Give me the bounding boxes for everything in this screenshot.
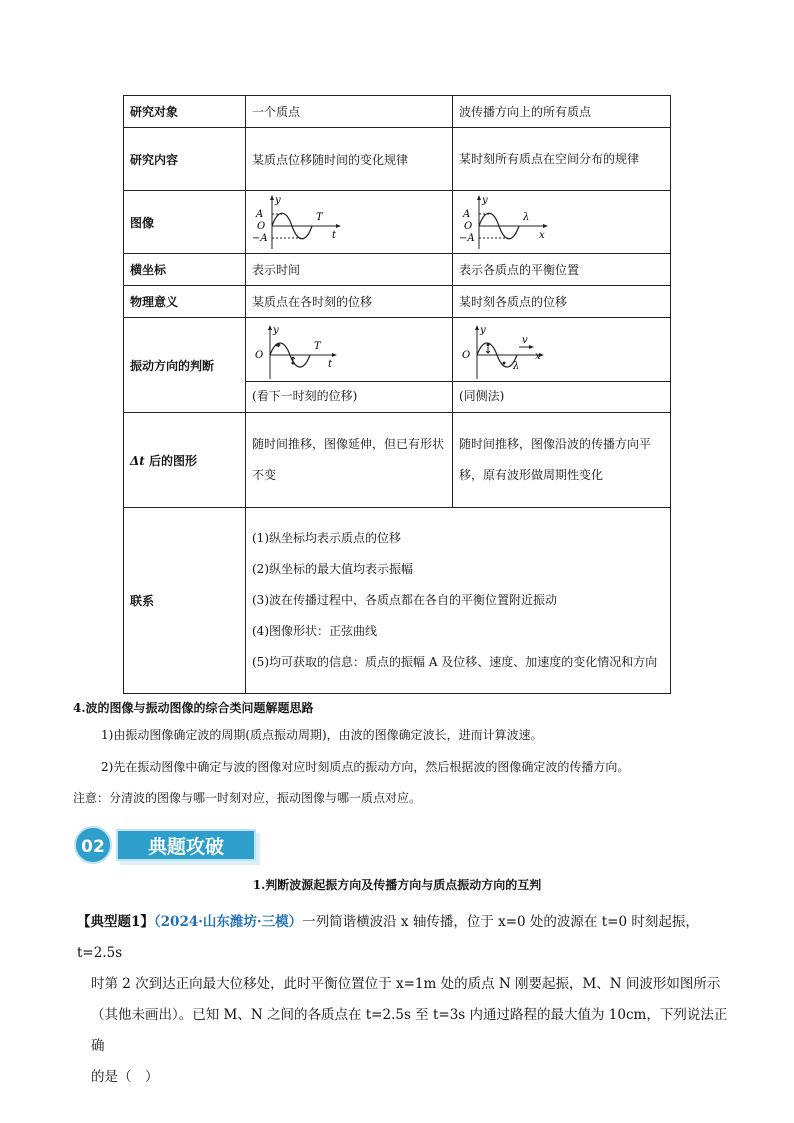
amplitude-label: A: [256, 209, 264, 220]
x-axis-label: x: [535, 350, 541, 362]
vibration-cell: 某质点在各时刻的位移: [246, 286, 453, 318]
t-axis-label: t: [332, 230, 337, 241]
period-label: T: [314, 340, 321, 352]
table-row: [124, 128, 671, 191]
badge-title: 典题攻破: [116, 829, 256, 861]
vibration-direction-caption: (看下一时刻的位移): [246, 381, 452, 408]
list-item: (5)均可获取的信息：质点的振幅 A 及位移、速度、加速度的变化情况和方向: [252, 655, 658, 669]
table-row: [124, 191, 671, 254]
x-axis-label: x: [539, 230, 545, 241]
list-item: (1)纵坐标均表示质点的位移: [252, 531, 401, 545]
vibration-cell: 表示时间: [246, 254, 453, 286]
wave-direction-caption: (同侧法): [453, 381, 670, 408]
row-label: 横坐标: [124, 254, 246, 286]
table-row: [124, 96, 671, 128]
wave-graph: [459, 194, 549, 250]
wave-direction-cell: [453, 318, 671, 413]
row-label: 物理意义: [124, 286, 246, 318]
subheading: 1.判断波源起振方向及传播方向与质点振动方向的互判: [252, 878, 542, 892]
velocity-label: v: [522, 334, 528, 346]
y-axis-label: y: [275, 195, 281, 206]
row-label: 图像: [124, 191, 246, 254]
table-row: [124, 318, 671, 413]
wave-cell: 表示各质点的平衡位置: [453, 254, 671, 286]
problem-line: （其他未画出）。已知 M、N 之间的各质点在 t=2.5s 至 t=3s 内通过路程的最大值为 10cm，下列说法正确: [91, 1007, 728, 1054]
paragraph: 1)由振动图像确定波的周期(质点振动周期)，由波的图像确定波长，进而计算波速。: [101, 728, 543, 742]
table-row: [124, 286, 671, 318]
row-label: 研究对象: [124, 96, 246, 128]
neg-amplitude-label: −A: [252, 233, 268, 244]
badge-number: 02: [74, 826, 112, 864]
row-label: [124, 413, 246, 508]
delta-t-symbol: Δt: [130, 453, 145, 468]
neg-amplitude-label: −A: [459, 233, 475, 244]
list-item: (2)纵坐标的最大值均表示振幅: [252, 562, 413, 576]
row-label: 振动方向的判断: [124, 318, 246, 413]
wave-cell: 波传播方向上的所有质点: [453, 96, 671, 128]
period-label: T: [316, 212, 323, 223]
list-item: (4)图像形状：正弦曲线: [252, 624, 377, 638]
table-row: [124, 508, 671, 694]
problem-tag: 【典型题1】: [77, 914, 154, 930]
vibration-graph: [252, 194, 342, 250]
wave-cell: 随时间推移，图像沿波的传播方向平移，原有波形做周期性变化: [453, 413, 671, 508]
table-row: [124, 413, 671, 508]
vibration-graph-cell: [246, 191, 453, 254]
origin-label: O: [462, 349, 471, 361]
t-axis-label: t: [328, 358, 333, 370]
origin-label: O: [464, 221, 473, 232]
vibration-cell: 随时间推移，图像延伸，但已有形状不变: [246, 413, 453, 508]
problem-line-text: 一列简谐横波沿 x 轴传播，位于 x=0 处的波源在 t=0 时刻起振，t=2.5s: [77, 914, 699, 961]
vibration-direction-graph: [252, 323, 342, 381]
vibration-cell: 一个质点: [246, 96, 453, 128]
vibration-cell: 某质点位移随时间的变化规律: [246, 128, 453, 191]
problem-line: [77, 907, 728, 969]
y-axis-label: y: [480, 324, 486, 336]
row-label: 研究内容: [124, 128, 246, 191]
paragraph: 2)先在振动图像中确定与波的图像对应时刻质点的振动方向，然后根据波的图像确定波的传播方向。: [101, 760, 630, 774]
wave-cell: 某时刻各质点的位移: [453, 286, 671, 318]
comparison-table: [123, 95, 671, 694]
origin-label: O: [255, 349, 264, 361]
y-axis-label: y: [273, 324, 279, 336]
problem-text: [77, 907, 728, 1093]
list-item: (3)波在传播过程中，各质点都在各自的平衡位置附近振动: [252, 593, 558, 607]
row-label-rest: 后的图形: [144, 453, 198, 468]
wave-graph-cell: [453, 191, 671, 254]
wavelength-label: λ: [513, 360, 520, 372]
section-badge: [74, 826, 264, 864]
origin-label: O: [257, 221, 266, 232]
problem-line: 的是（ ）: [91, 1069, 159, 1085]
wavelength-label: λ: [523, 212, 530, 223]
section-heading: 4.波的图像与振动图像的综合类问题解题思路: [73, 701, 314, 715]
wave-cell: 某时刻所有质点在空间分布的规律: [453, 128, 671, 191]
relation-cell: [246, 508, 671, 694]
problem-source: （2024·山东潍坊·三模）: [153, 914, 303, 930]
vibration-direction-cell: [246, 318, 453, 413]
note: 注意：分清波的图像与哪一时刻对应，振动图像与哪一质点对应。: [73, 791, 422, 805]
wave-direction-graph: [459, 323, 549, 381]
amplitude-label: A: [463, 209, 471, 220]
row-label: 联系: [124, 508, 246, 694]
y-axis-label: y: [482, 195, 488, 206]
problem-line: 时第 2 次到达正向最大位移处，此时平衡位置位于 x=1m 处的质点 N 刚要起振，M、N 间波形如图所示: [91, 976, 721, 992]
table-row: [124, 254, 671, 286]
